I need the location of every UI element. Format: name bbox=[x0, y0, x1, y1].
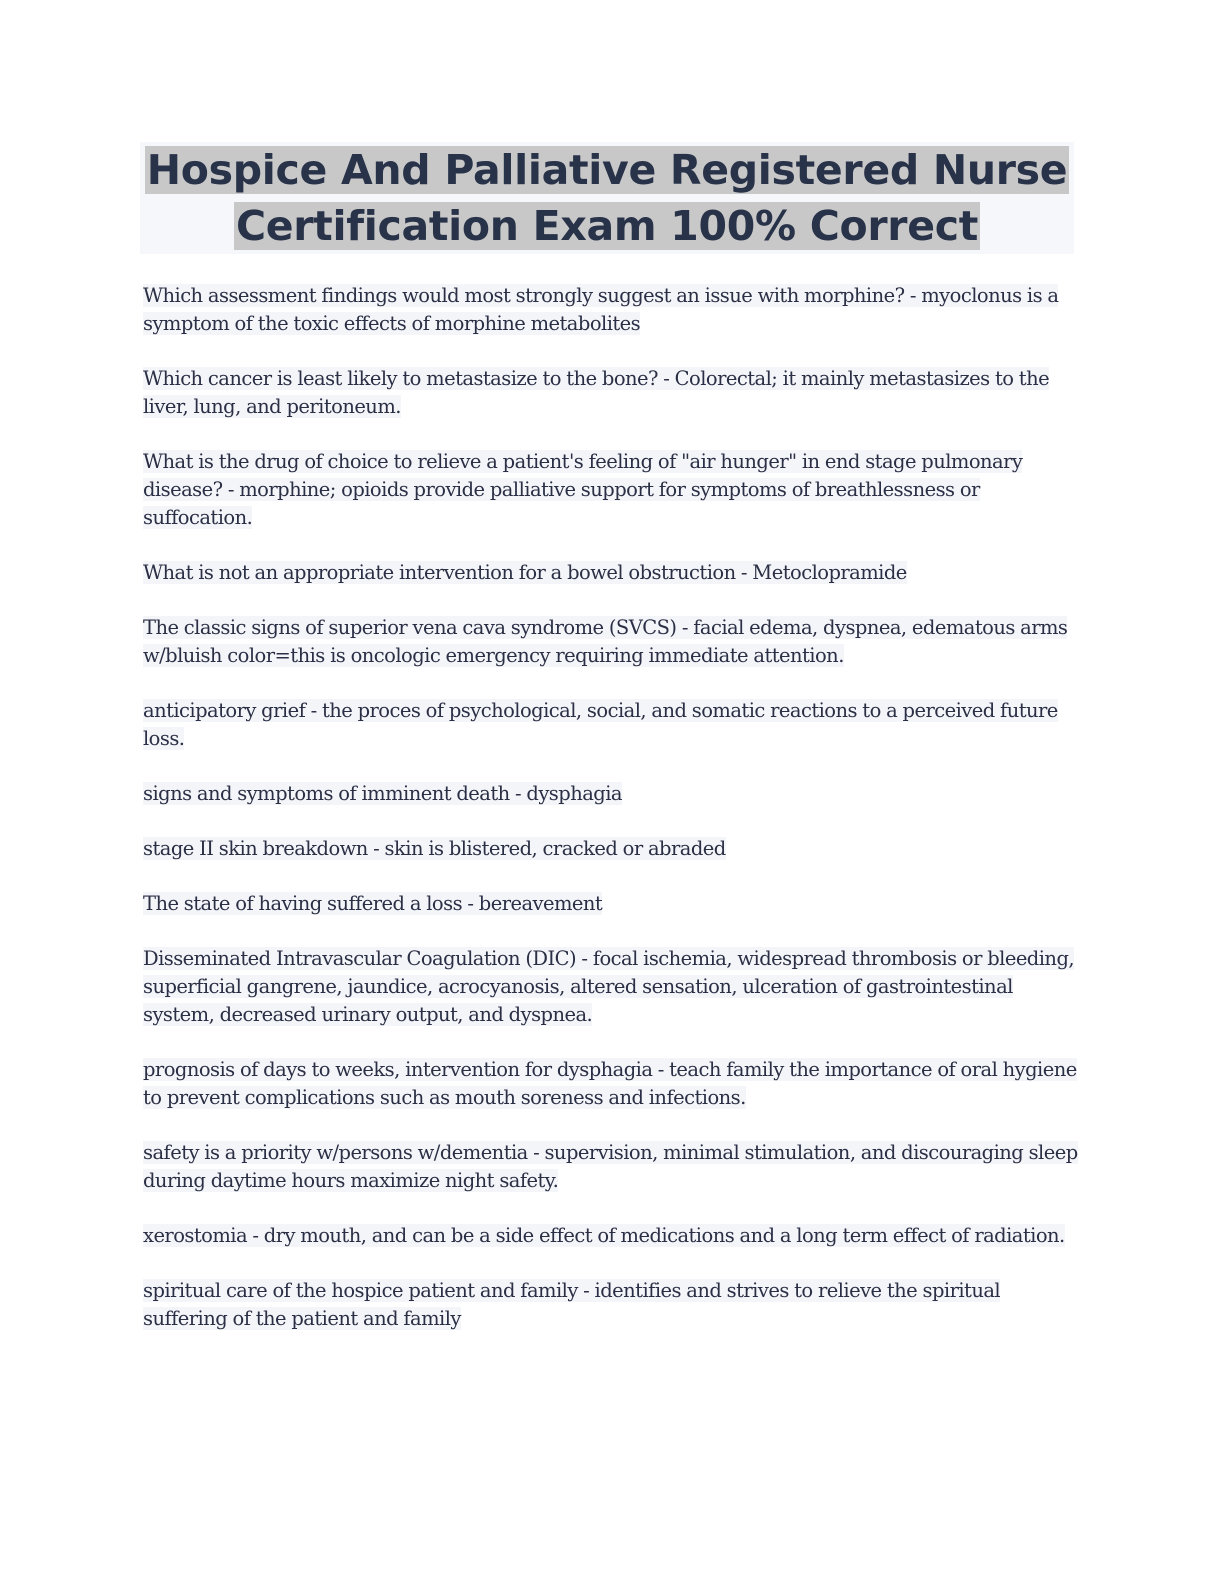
qa-item-5: The classic signs of superior vena cava syndrome (SVCS) - facial edema, dyspnea, edematous arms w/bluish color=this is oncologic emergency requiring immediate attention. bbox=[143, 616, 1068, 667]
qa-item-7: signs and symptoms of imminent death - dysphagia bbox=[143, 782, 622, 805]
qa-item-13: xerostomia - dry mouth, and can be a side effect of medications and a long term effect of radiation. bbox=[143, 1224, 1065, 1247]
qa-item-11: prognosis of days to weeks, intervention for dysphagia - teach family the importance of oral hygiene to prevent complications such as mouth soreness and infections. bbox=[143, 1058, 1077, 1109]
qa-item-9: The state of having suffered a loss - bereavement bbox=[143, 892, 603, 915]
qa-list bbox=[143, 282, 1078, 1333]
qa-item-1: Which assessment findings would most strongly suggest an issue with morphine? - myoclonus is a symptom of the toxic effects of morphine metabolites bbox=[143, 284, 1059, 335]
qa-item-10: Disseminated Intravascular Coagulation (DIC) - focal ischemia, widespread thrombosis or bleeding, superficial gangrene, jaundice, acrocyanosis, altered sensation, ulceration of gastrointestinal system, decreased urinary output, and dyspnea. bbox=[143, 947, 1075, 1026]
qa-item-6: anticipatory grief - the proces of psychological, social, and somatic reactions to a perceived future loss. bbox=[143, 699, 1058, 750]
qa-item-12: safety is a priority w/persons w/dementia - supervision, minimal stimulation, and discouraging sleep during daytime hours maximize night safety. bbox=[143, 1141, 1078, 1192]
document-title bbox=[140, 142, 1074, 254]
title-line-1: Hospice And Palliative Registered Nurse bbox=[146, 146, 1068, 194]
qa-item-4: What is not an appropriate intervention for a bowel obstruction - Metoclopramide bbox=[143, 561, 907, 584]
qa-item-3: What is the drug of choice to relieve a patient's feeling of "air hunger" in end stage pulmonary disease? - morphine; opioids provide palliative support for symptoms of breathlessness or suffocation. bbox=[143, 450, 1023, 529]
qa-item-8: stage II skin breakdown - skin is blistered, cracked or abraded bbox=[143, 837, 726, 860]
qa-item-14: spiritual care of the hospice patient and family - identifies and strives to relieve the spiritual suffering of the patient and family bbox=[143, 1279, 1001, 1330]
qa-item-2: Which cancer is least likely to metastasize to the bone? - Colorectal; it mainly metastasizes to the liver, lung, and peritoneum. bbox=[143, 367, 1050, 418]
title-line-2: Certification Exam 100% Correct bbox=[235, 202, 979, 250]
